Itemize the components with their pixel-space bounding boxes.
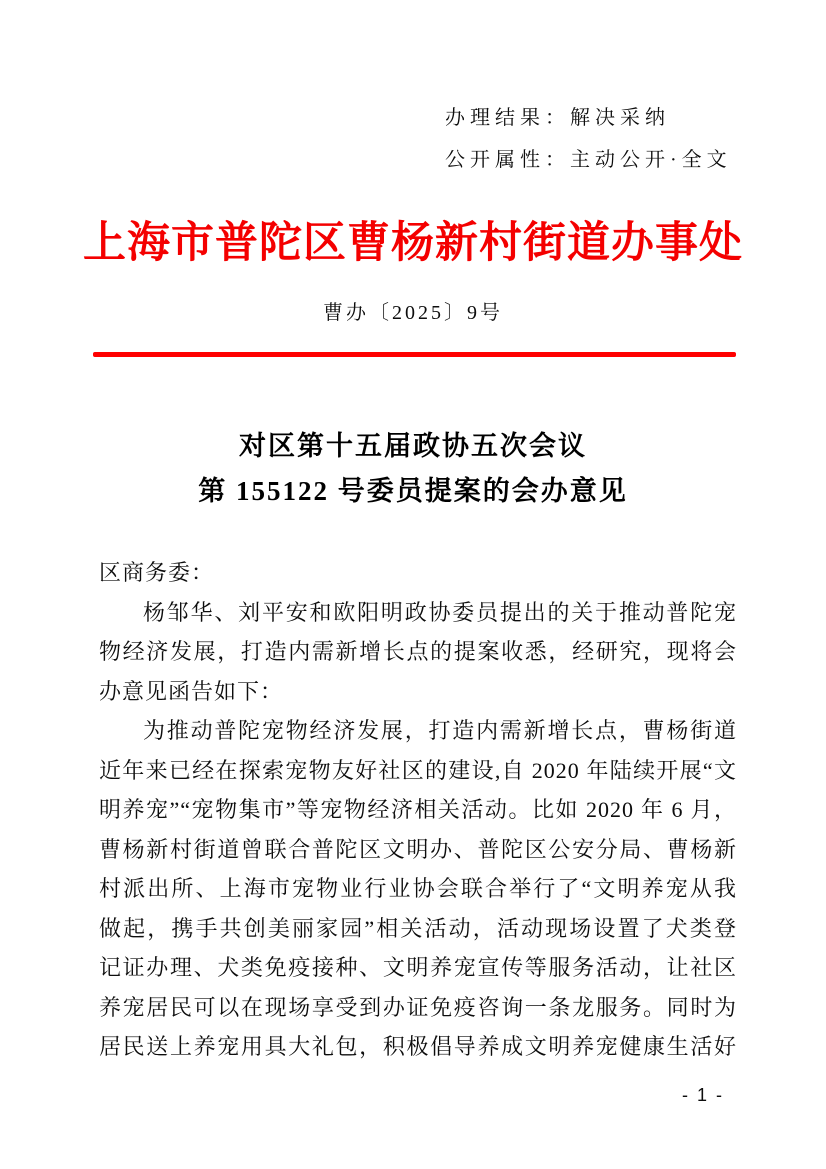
body-line: 明养宠”“宠物集市”等宠物经济相关活动。比如 2020 年 6 月，: [99, 797, 737, 822]
handling-info-block: [445, 106, 732, 190]
document-title-line-2: 第 155122 号委员提案的会办意见: [198, 476, 628, 506]
body-line: 办意见函告如下：: [99, 678, 284, 704]
body-line: 养宠居民可以在现场享受到办证免疫咨询一条龙服务。同时为: [99, 994, 737, 1020]
document-title: [0, 424, 826, 514]
body-line: 村派出所、上海市宠物业行业协会联合举行了“文明养宠从我: [99, 876, 737, 901]
document-title-line-1: 对区第十五届政协五次会议: [239, 431, 587, 461]
red-divider-rule: [93, 352, 736, 357]
document-number: 曹办〔2025〕9号: [323, 302, 503, 324]
letterhead-org-name: 上海市普陀区曹杨新村街道办事处: [83, 220, 743, 267]
body-line: 杨邹华、刘平安和欧阳明政协委员提出的关于推动普陀宠: [143, 599, 737, 625]
document-body: [99, 553, 737, 1067]
body-salutation-line: 区商务委：: [99, 560, 215, 585]
page-number: - 1 -: [681, 1085, 724, 1105]
body-line: 物经济发展，打造内需新增长点的提案收悉，经研究，现将会: [99, 639, 737, 664]
body-line: 近年来已经在探索宠物友好社区的建设,自 2020 年陆续开展“文: [99, 757, 737, 783]
body-line: 为推动普陀宠物经济发展，打造内需新增长点，曹杨街道: [143, 718, 737, 743]
body-line: 记证办理、犬类免疫接种、文明养宠宣传等服务活动，让社区: [99, 955, 737, 980]
handling-result-line: 办理结果：解决采纳: [445, 107, 670, 129]
body-line: 做起，携手共创美丽家园”相关活动，活动现场设置了犬类登: [99, 915, 737, 941]
body-line: 居民送上养宠用具大礼包，积极倡导养成文明养宠健康生活好: [99, 1034, 737, 1059]
publicity-attribute-line: 公开属性：主动公开·全文: [445, 149, 732, 171]
body-line: 曹杨新村街道曾联合普陀区文明办、普陀区公安分局、曹杨新: [99, 836, 737, 862]
